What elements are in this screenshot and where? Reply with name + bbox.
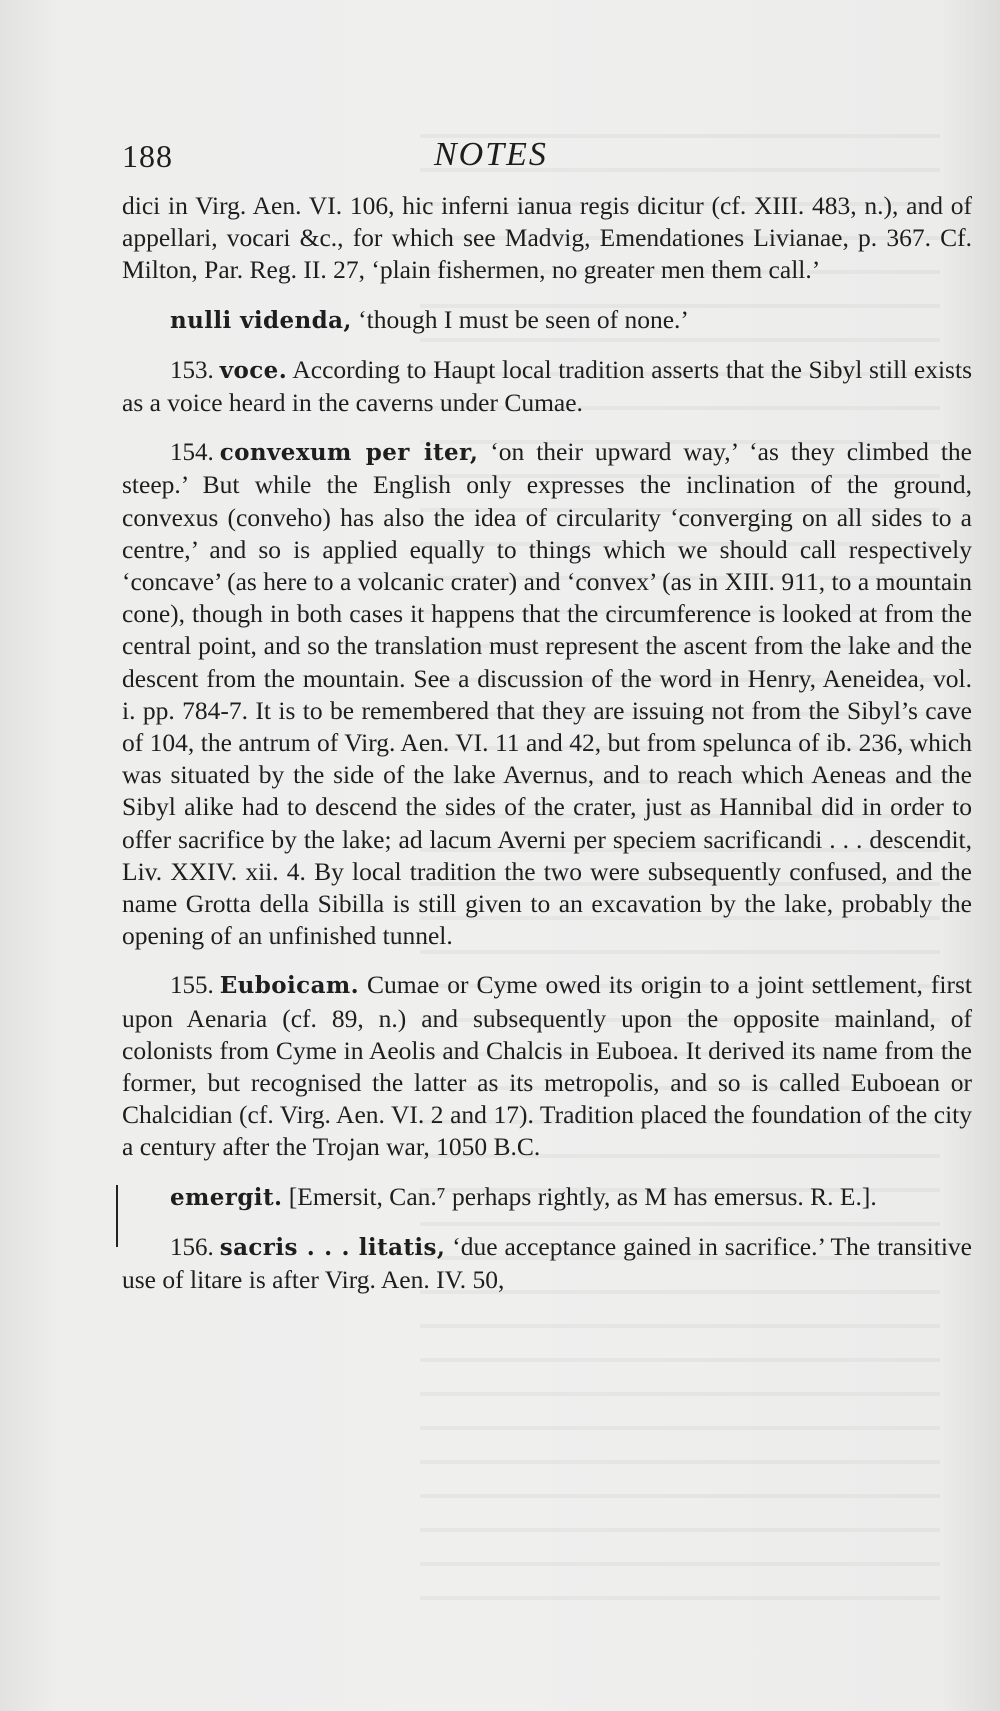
note-text: Cumae or Cyme owed its origin to a joint settlement, first upon Aenaria (cf. 89, n.) and subsequently upon the opposite mainland, of colonists from Cyme in Aeolis and Chalcis in Euboea. It derived its name from the former, but recognised the latter as its metropolis, and so is called Euboean or Chalcidian (cf. Virg. Aen. VI. 2 and 17). Tradition placed the foundation of the city a century after the Trojan war, 1050 B.C. xyxy=(122,970,972,1162)
note-paragraph xyxy=(122,304,972,337)
note-lemma: voce. xyxy=(219,356,288,384)
line-number: 154. xyxy=(170,439,214,467)
running-head: NOTES xyxy=(434,136,548,173)
line-number: 153. xyxy=(170,356,214,384)
note-lemma: nulli videnda, xyxy=(170,306,352,334)
note-text: dici in Virg. Aen. VI. 106, hic inferni ianua regis dicitur (cf. XIII. 483, n.), and of appellari, vocari &c., for which see Madvig, Emendationes Livianae, p. 367. Cf. Milton, Par. Reg. II. 27, ‘plain fishermen, no greater men them call.’ xyxy=(122,191,972,285)
note-text: According to Haupt local tradition asserts that the Sibyl still exists as a voice heard in the caverns under Cumae. xyxy=(122,354,972,418)
note-lemma: Euboicam. xyxy=(219,972,360,1000)
note-lemma: sacris . . . litatis, xyxy=(219,1233,446,1261)
note-paragraph xyxy=(122,1231,972,1296)
page-number: 188 xyxy=(122,138,173,174)
note-paragraph-marked xyxy=(122,1181,972,1214)
note-text: ‘on their upward way,’ ‘as they climbed the steep.’ But while the English only expresses the inclination of the ground, convexus (conveho) has also the idea of circularity ‘converging on all sides to a centre,’ and so is applied equally to things which we should call respectively ‘concave’ (as here to a volcanic crater) and ‘convex’ (as in XIII. 911, to a mountain cone), though in both cases it happens that the circumference is looked at from the central point, and so the translation must represent the ascent from the lake and the descent from the mountain. See a discussion of the word in Henry, Aeneidea, vol. i. pp. 784-7. It is to be remembered that they are issuing not from the Sibyl’s cave of 104, the antrum of Virg. Aen. VI. 11 and 42, but from spelunca of ib. 236, which was situated by the side of the lake Avernus, and to reach which Aeneas and the Sibyl alike had to descend the sides of the crater, just as Hannibal did in order to offer sacrifice by the lake; ad lacum Averni per speciem sacrificandi . . . descendit, Liv. XXIV. xii. 4. By local tradition the two were subsequently confused, and the name Grotta della Sibilla is still given to an excavation by the lake, probably the opening of an unfinished tunnel. xyxy=(122,437,972,951)
line-number: 156. xyxy=(170,1233,214,1261)
page-header xyxy=(122,138,882,182)
note-text: [Emersit, Can.⁷ perhaps rightly, as M has emersus. R. E.]. xyxy=(282,1181,877,1211)
note-paragraph xyxy=(122,969,972,1163)
note-text: ‘due acceptance gained in sacrifice.’ The transitive use of litare is after Virg. Aen. IV. 50, xyxy=(122,1231,972,1295)
note-paragraph xyxy=(122,354,972,419)
note-text: ‘though I must be seen of none.’ xyxy=(351,304,689,334)
line-number: 155. xyxy=(170,972,214,1000)
note-lemma: convexum per iter, xyxy=(219,439,479,467)
note-lemma: emergit. xyxy=(170,1183,283,1211)
note-paragraph xyxy=(122,436,972,952)
notes-body xyxy=(122,190,972,1296)
note-paragraph-continuation xyxy=(122,190,972,287)
